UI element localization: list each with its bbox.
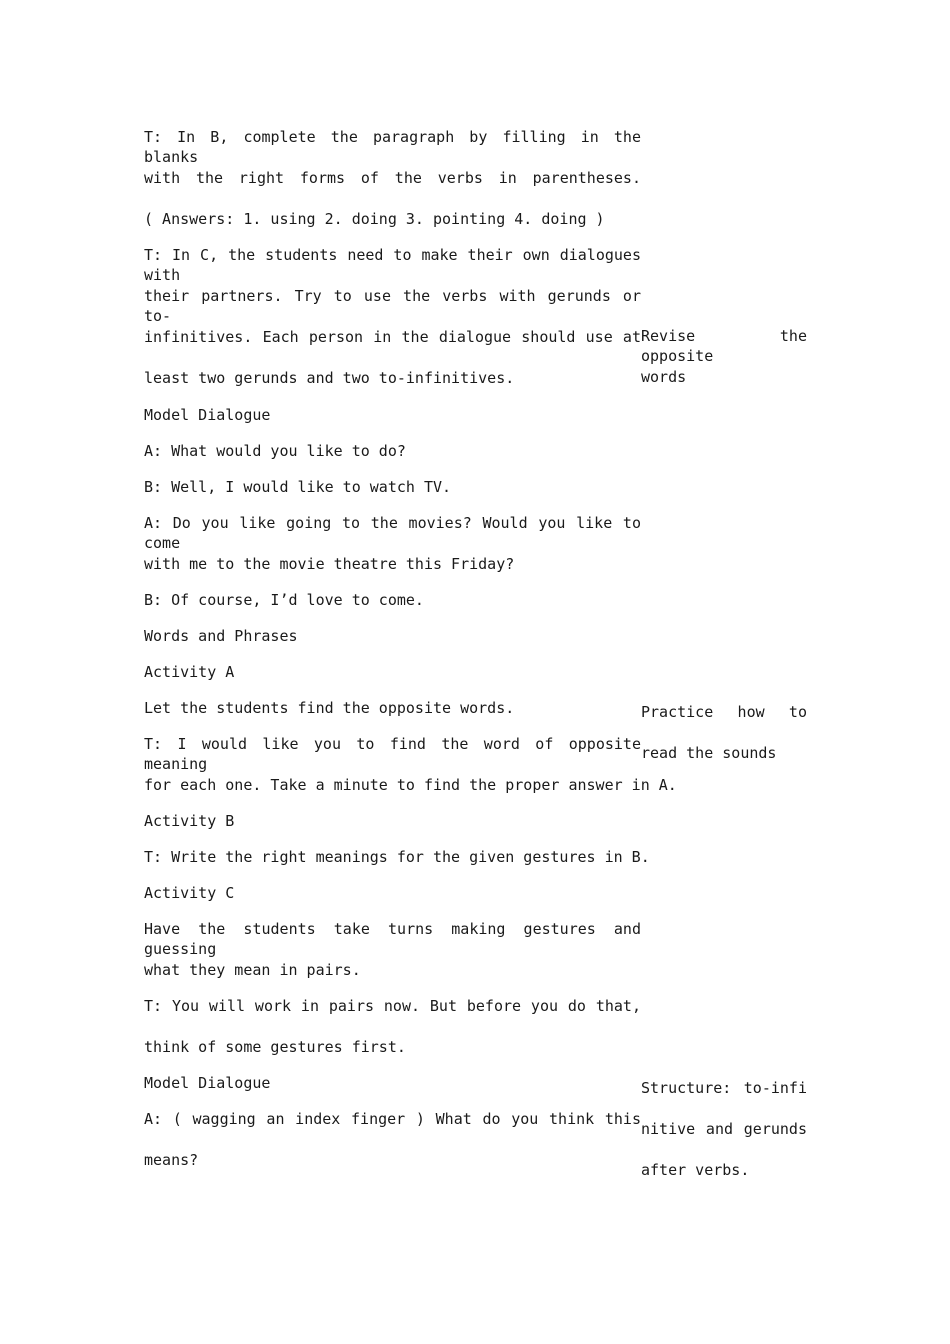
text-line-1: T: In B, complete the paragraph by filling in the blanks [144,128,641,166]
text-line-25: think of some gestures first. [144,1038,406,1056]
text-line-11: A: Do you like going to the movies? Would you like to come [144,514,641,552]
text-line-18: for each one. Take a minute to find the proper answer in A. [144,776,677,794]
text-line-21: Activity C [144,884,235,902]
text-line-6: infinitives. Each person in the dialogue should use at [144,328,641,346]
text-line-23: what they mean in pairs. [144,961,361,979]
text-line-15: Activity A [144,663,235,681]
text-line-5: their partners. Try to use the verbs with gerunds or to- [144,287,641,325]
text-line-16: Let the students find the opposite words. [144,699,515,717]
text-line-27: A: ( wagging an index finger ) What do you think this [144,1110,641,1128]
text-line-3: ( Answers: 1. using 2. doing 3. pointing 4. doing ) [144,210,605,228]
note-line-1: Revise the opposite [641,327,807,365]
text-line-17: T: I would like you to find the word of opposite meaning [144,735,641,773]
note-line-4: read the sounds [641,744,777,762]
note-line-3: Practice how to [641,703,807,721]
text-line-12: with me to the movie theatre this Friday? [144,555,515,573]
text-line-2: with the right forms of the verbs in parentheses. [144,169,641,187]
text-line-8: Model Dialogue [144,406,271,424]
text-line-20: T: Write the right meanings for the given gestures in B. [144,848,650,866]
text-line-28: means? [144,1151,199,1169]
text-line-13: B: Of course, I’d love to come. [144,591,424,609]
text-line-4: T: In C, the students need to make their own dialogues with [144,246,641,284]
text-line-9: A: What would you like to do? [144,442,406,460]
text-line-10: B: Well, I would like to watch TV. [144,478,452,496]
text-line-14: Words and Phrases [144,627,298,645]
text-line-19: Activity B [144,812,235,830]
text-line-7: least two gerunds and two to-infinitives. [144,369,515,387]
note-line-2: words [641,368,687,386]
note-line-5: Structure: to-infi [641,1079,807,1097]
text-line-22: Have the students take turns making gestures and guessing [144,920,641,958]
note-line-7: after verbs. [641,1161,750,1179]
text-line-24: T: You will work in pairs now. But before you do that, [144,997,641,1015]
text-line-26: Model Dialogue [144,1074,271,1092]
note-line-6: nitive and gerunds [641,1120,807,1138]
